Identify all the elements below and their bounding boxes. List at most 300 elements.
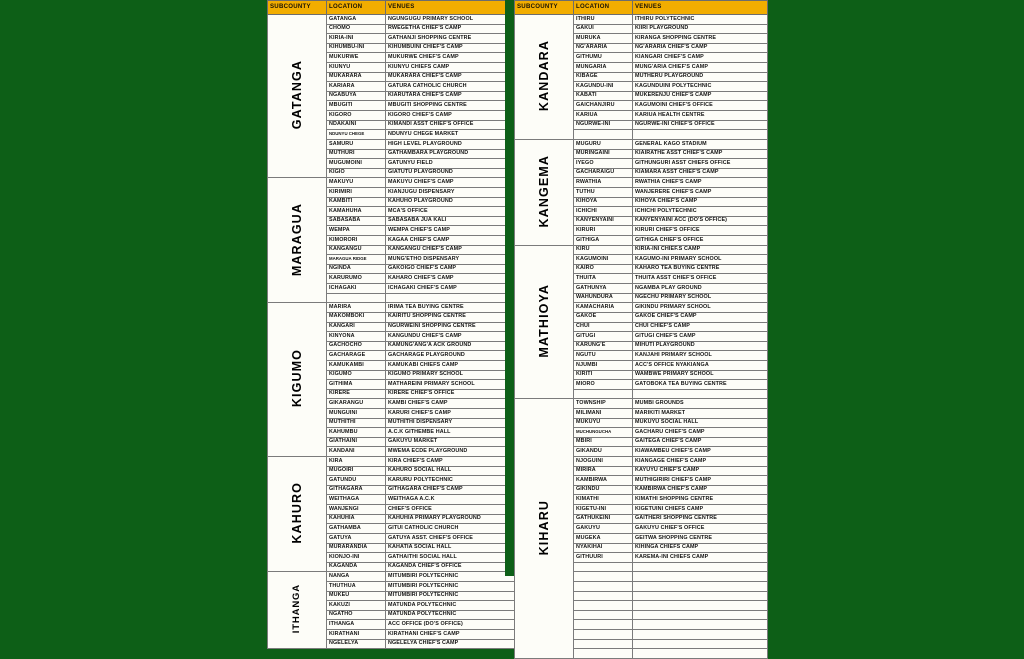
venue-cell: NGURWEINI SHOPPING CENTRE (386, 322, 521, 332)
subcounty-cell (268, 178, 327, 303)
venue-cell: GITHAGARA CHIEF'S CAMP (386, 485, 521, 495)
venue-cell: KAGUMO-INI PRIMARY SCHOOL (633, 255, 768, 265)
subcounty-label: KIHARU (536, 499, 551, 556)
location-cell: GIATHAINI (327, 437, 386, 447)
location-cell: GITHUMU (574, 53, 633, 63)
venue-cell: MUMBI GROUNDS (633, 399, 768, 409)
venue-cell: KIANGARI CHIEF'S CAMP (633, 53, 768, 63)
venue-cell (633, 581, 768, 591)
location-cell: KIGUMO (327, 370, 386, 380)
location-cell (574, 562, 633, 572)
location-cell: MURUKA (574, 34, 633, 44)
location-cell: MILIMANI (574, 408, 633, 418)
location-cell: GITHUURI (574, 553, 633, 563)
table-row (268, 178, 521, 188)
location-cell: ICHAGAKI (327, 284, 386, 294)
venue-cell: KAREMA-INI CHIEFS CAMP (633, 553, 768, 563)
header-subcounty: SUBCOUNTY (515, 1, 574, 15)
table-body-right (515, 15, 768, 659)
location-cell: GITHIMA (327, 380, 386, 390)
venue-cell: WEITHAGA A.C.K (386, 495, 521, 505)
venue-cell (633, 591, 768, 601)
location-cell: KIRITI (574, 370, 633, 380)
venue-cell: GAKUYU CHIEF'S OFFICE (633, 524, 768, 534)
subcounty-cell (268, 457, 327, 572)
table-row (515, 15, 768, 25)
location-cell: KARURUMO (327, 274, 386, 284)
location-cell: MUKUYU (574, 418, 633, 428)
venue-cell: CHUI CHIEF'S CAMP (633, 322, 768, 332)
header-subcounty: SUBCOUNTY (268, 1, 327, 15)
location-cell: NANGA (327, 572, 386, 582)
venue-cell: KAGAA CHIEF'S CAMP (386, 236, 521, 246)
location-cell (574, 572, 633, 582)
venue-cell (633, 130, 768, 140)
venue-cell: KAMBIRWA CHIEF'S CAMP (633, 485, 768, 495)
location-cell (574, 389, 633, 399)
venue-cell: KIANGAGE CHIEF'S CAMP (633, 457, 768, 467)
left-table-half (267, 0, 505, 649)
venue-cell: MUKARARA CHIEF'S CAMP (386, 72, 521, 82)
location-cell: GIKANDU (574, 447, 633, 457)
location-cell: KIGETU-INI (574, 505, 633, 515)
venue-cell: KIRIA-INI CHIEF.S CAMP (633, 245, 768, 255)
location-cell: KAHUHIA (327, 514, 386, 524)
venue-cell: MBUGITI SHOPPING CENTRE (386, 101, 521, 111)
location-cell: SAMURU (327, 139, 386, 149)
venue-cell: MARIKITI MARKET (633, 408, 768, 418)
location-cell: KIHUMBU-INI (327, 43, 386, 53)
venue-cell: KIUNYU CHIEFS CAMP (386, 63, 521, 73)
location-cell: MIORO (574, 380, 633, 390)
location-cell: GIKARANGU (327, 399, 386, 409)
venue-cell: ACC OFFICE (DO'S OFFICE) (386, 620, 521, 630)
location-cell: KIRERE (327, 389, 386, 399)
venue-cell: MUKUYU SOCIAL HALL (633, 418, 768, 428)
venue-cell: KARIUA HEALTH CENTRE (633, 111, 768, 121)
location-cell (574, 639, 633, 649)
venue-cell: MITUMBIRI POLYTECHNIC (386, 572, 521, 582)
location-cell: GAICHANJIRU (574, 101, 633, 111)
location-cell: WAHUNDURA (574, 293, 633, 303)
location-cell: NJOGUINI (574, 457, 633, 467)
venue-cell: RWEGETHA CHIEF'S CAMP (386, 24, 521, 34)
venue-cell: GAITHERI SHOPPING CENTRE (633, 514, 768, 524)
subcounty-label: ITHANGA (291, 584, 303, 634)
venue-cell: NG'ARARIA CHIEF'S CAMP (633, 43, 768, 53)
venue-cell: KIIRI PLAYGROUND (633, 24, 768, 34)
venue-cell: KAMUNG'ANG'A ACK GROUND (386, 341, 521, 351)
location-cell: ICHICHI (574, 207, 633, 217)
venue-cell: ACC'S OFFICE NYAKIANGA (633, 360, 768, 370)
table-row (268, 303, 521, 313)
venue-cell: KIANJUGU DISPENSARY (386, 187, 521, 197)
location-cell: GACHOCHO (327, 341, 386, 351)
venue-cell: MUTHITHI DISPENSARY (386, 418, 521, 428)
location-cell: KAKUZI (327, 601, 386, 611)
venue-cell: MATHAREINI PRIMARY SCHOOL (386, 380, 521, 390)
venue-cell: GEITWA SHOPPING CENTRE (633, 533, 768, 543)
venue-cell: KAYUYU CHIEF'S CAMP (633, 466, 768, 476)
location-cell: GATHAMBA (327, 524, 386, 534)
venue-cell: MUKURWE CHIEF'S CAMP (386, 53, 521, 63)
venue-cell: KAGUMOINI CHIEF'S OFFICE (633, 101, 768, 111)
table-row (268, 15, 521, 25)
location-cell: TOWNSHIP (574, 399, 633, 409)
location-cell: MUNGARIA (574, 63, 633, 73)
location-cell: KABATI (574, 91, 633, 101)
location-cell: GAKOE (574, 312, 633, 322)
venue-cell: GAKOE CHIEF'S CAMP (633, 312, 768, 322)
venue-cell: KAGANDA CHIEF'S OFFICE (386, 562, 521, 572)
venue-cell: WANJERERE CHIEF'S CAMP (633, 187, 768, 197)
venue-cell: KAMUKABI CHIEFS CAMP (386, 360, 521, 370)
subcounty-label: KANGEMA (536, 154, 551, 228)
venue-cell: KAMBI CHIEF'S CAMP (386, 399, 521, 409)
location-cell: NGURWE-INI (574, 120, 633, 130)
venue-cell: KIRATHANI CHIEF'S CAMP (386, 630, 521, 640)
location-cell: KARUNG'E (574, 341, 633, 351)
venue-cell: GATHAITHI SOCIAL HALL (386, 553, 521, 563)
location-cell: MUKURWE (327, 53, 386, 63)
venue-cell: GENERAL KAGO STADIUM (633, 139, 768, 149)
venue-cell: HIGH LEVEL PLAYGROUND (386, 139, 521, 149)
location-cell: MUNGUINI (327, 408, 386, 418)
header-location: LOCATION (327, 1, 386, 15)
subcounty-label: MATHIOYA (536, 284, 551, 358)
location-cell: NDUNYU CHEGE (327, 130, 386, 140)
location-cell: NJUMBI (574, 360, 633, 370)
subcounty-label: KAHURO (289, 482, 304, 544)
location-cell: KIRIMIRI (327, 187, 386, 197)
location-cell: KARIUA (574, 111, 633, 121)
venue-cell: GITUGI CHIEF'S CAMP (633, 332, 768, 342)
location-cell: GITUGI (574, 332, 633, 342)
header-location: LOCATION (574, 1, 633, 15)
location-cell: CHUI (574, 322, 633, 332)
venues-table-left (267, 0, 521, 649)
venues-tables-container (267, 0, 752, 647)
location-cell: KIMATHI (574, 495, 633, 505)
location-cell: ITHIRU (574, 15, 633, 25)
venue-cell: WAMBWE PRIMARY SCHOOL (633, 370, 768, 380)
venue-cell: GATOBOKA TEA BUYING CENTRE (633, 380, 768, 390)
table-body-left (268, 15, 521, 649)
location-cell: MAKOMBOKI (327, 312, 386, 322)
header-venues: VENUES (633, 1, 768, 15)
location-cell: NGABUYA (327, 91, 386, 101)
venue-cell: RWATHIA CHIEF'S CAMP (633, 178, 768, 188)
location-cell: MIRIRA (574, 466, 633, 476)
location-cell: MUKEU (327, 591, 386, 601)
location-cell: KAGUMOINI (574, 255, 633, 265)
subcounty-label: GATANGA (289, 60, 304, 130)
header-row (515, 1, 768, 15)
location-cell (574, 630, 633, 640)
location-cell: WANJENGI (327, 505, 386, 515)
venue-cell: NDUNYU CHEGE MARKET (386, 130, 521, 140)
location-cell (574, 591, 633, 601)
venue-cell: KARURI CHIEF'S CAMP (386, 408, 521, 418)
venue-cell: KIHUMBUINI CHIEF'S CAMP (386, 43, 521, 53)
venues-table-right (514, 0, 768, 659)
venue-cell (633, 639, 768, 649)
location-cell: KANGANGU (327, 245, 386, 255)
location-cell (327, 293, 386, 303)
location-cell: GATHUNYA (574, 284, 633, 294)
venue-cell: NGELELYA CHIEF'S CAMP (386, 639, 521, 649)
subcounty-cell (515, 399, 574, 658)
location-cell: NYAKIHAI (574, 543, 633, 553)
location-cell: KIMORORI (327, 236, 386, 246)
venue-cell: GITHUNGURI ASST CHIEFS OFFICE (633, 159, 768, 169)
table-header-right (515, 1, 768, 15)
venue-cell: KAHURO SOCIAL HALL (386, 466, 521, 476)
location-cell: MUGURU (574, 139, 633, 149)
venue-cell: KIGORO CHIEF'S CAMP (386, 111, 521, 121)
location-cell: CHOMO (327, 24, 386, 34)
table-row (515, 399, 768, 409)
location-cell: RWATHIA (574, 178, 633, 188)
location-cell: WEMPA (327, 226, 386, 236)
header-venues: VENUES (386, 1, 521, 15)
location-cell: MUGEKA (574, 533, 633, 543)
venue-cell: MUNG'ETHO DISPENSARY (386, 255, 521, 265)
location-cell: MUTHURI (327, 149, 386, 159)
location-cell (574, 649, 633, 659)
venue-cell: MUTHERU PLAYGROUND (633, 72, 768, 82)
venue-cell: KANGANGU CHIEF'S CAMP (386, 245, 521, 255)
venue-cell (386, 293, 521, 303)
venue-cell (633, 630, 768, 640)
location-cell: SABASABA (327, 216, 386, 226)
venue-cell: KIMATHI SHOPPING CENTRE (633, 495, 768, 505)
venue-cell: KIHINGA CHIEFS CAMP (633, 543, 768, 553)
venue-cell: GATHANJI SHOPPING CENTRE (386, 34, 521, 44)
location-cell: KIRURI (574, 226, 633, 236)
location-cell: NGELELYA (327, 639, 386, 649)
venue-cell: KIGETUINI CHIEFS CAMP (633, 505, 768, 515)
venue-cell: GITUI CATHOLIC CHURCH (386, 524, 521, 534)
venue-cell: KIHOYA CHIEF'S CAMP (633, 197, 768, 207)
location-cell: MBIRI (574, 437, 633, 447)
location-cell: MAKUYU (327, 178, 386, 188)
location-cell: KAMBIRWA (574, 476, 633, 486)
location-cell: TUTHU (574, 187, 633, 197)
location-cell: KAMAHUHA (327, 207, 386, 217)
location-cell: MUCHUNGUCHA (574, 428, 633, 438)
table-header-left (268, 1, 521, 15)
subcounty-cell (515, 139, 574, 245)
location-cell: KANDANI (327, 447, 386, 457)
venue-cell: MWEMA ECDE PLAYGROUND (386, 447, 521, 457)
venue-cell: MUTHIGIRIRI CHIEF'S CAMP (633, 476, 768, 486)
location-cell: GATHUKEINI (574, 514, 633, 524)
venue-cell: GACHARAGE PLAYGROUND (386, 351, 521, 361)
location-cell: THUITA (574, 274, 633, 284)
location-cell: GATANGA (327, 15, 386, 25)
location-cell: MUKARARA (327, 72, 386, 82)
venue-cell: GATUYA ASST. CHIEF'S OFFICE (386, 533, 521, 543)
venue-cell: KIRA CHIEF'S CAMP (386, 457, 521, 467)
location-cell: KIUNYU (327, 63, 386, 73)
venue-cell: KIAIRATHE ASST CHIEF'S CAMP (633, 149, 768, 159)
venue-cell: ICHAGAKI CHIEF'S CAMP (386, 284, 521, 294)
location-cell: GITHIGA (574, 236, 633, 246)
location-cell: IYEGO (574, 159, 633, 169)
venue-cell: KAHARO CHIEF'S CAMP (386, 274, 521, 284)
location-cell: MUGUMOINI (327, 159, 386, 169)
location-cell: GATUYA (327, 533, 386, 543)
venue-cell: KARURU POLYTECHNIC (386, 476, 521, 486)
venue-cell: NGURWE-INI CHIEF'S OFFICE (633, 120, 768, 130)
venue-cell: MITUMBIRI POLYTECHNIC (386, 581, 521, 591)
table-row (268, 457, 521, 467)
location-cell: KAMACHARIA (574, 303, 633, 313)
venue-cell: MITUMBIRI POLYTECHNIC (386, 591, 521, 601)
table-divider (505, 0, 514, 576)
venue-cell: KIAMARA ASST CHIEF'S CAMP (633, 168, 768, 178)
venue-cell: IRIMA TEA BUYING CENTRE (386, 303, 521, 313)
subcounty-cell (515, 15, 574, 140)
venue-cell: KAHUHO PLAYGROUND (386, 197, 521, 207)
location-cell: KIONJO-INI (327, 553, 386, 563)
location-cell: ITHANGA (327, 620, 386, 630)
venue-cell: SABASABA JUA KALI (386, 216, 521, 226)
venue-cell: KANGUNDU CHIEF'S CAMP (386, 332, 521, 342)
venue-cell (633, 601, 768, 611)
location-cell: KIRU (574, 245, 633, 255)
location-cell: WEITHAGA (327, 495, 386, 505)
venue-cell: CHIEF'S OFFICE (386, 505, 521, 515)
venue-cell (633, 389, 768, 399)
subcounty-cell (515, 245, 574, 399)
location-cell: KAGANDA (327, 562, 386, 572)
subcounty-label: KANDARA (536, 40, 551, 112)
venue-cell: GATHAMBARA PLAYGROUND (386, 149, 521, 159)
location-cell: KAMUKAMBI (327, 360, 386, 370)
venue-cell: GAKOIGO CHIEF'S CAMP (386, 264, 521, 274)
location-cell: MURINGAINI (574, 149, 633, 159)
venue-cell: MAKUYU CHIEF'S CAMP (386, 178, 521, 188)
location-cell: GITHAGARA (327, 485, 386, 495)
location-cell: MUGOIRI (327, 466, 386, 476)
subcounty-label: MARAGUA (289, 202, 304, 276)
location-cell: NDAKAINI (327, 120, 386, 130)
venue-cell: MUNG'ARIA CHIEF'S CAMP (633, 63, 768, 73)
venue-cell: KIMANDI ASST CHIEF'S OFFICE (386, 120, 521, 130)
venue-cell: MATUNDA POLYTECHNIC (386, 601, 521, 611)
venue-cell: NGUNGUGU PRIMARY SCHOOL (386, 15, 521, 25)
venue-cell: NGECHU PRIMARY SCHOOL (633, 293, 768, 303)
right-table-half (514, 0, 752, 659)
location-cell (574, 581, 633, 591)
venue-cell: MUKERENJU CHIEF'S CAMP (633, 91, 768, 101)
venue-cell: KAHATIA SOCIAL HALL (386, 543, 521, 553)
location-cell: NGINDA (327, 264, 386, 274)
location-cell: GACHARAIGU (574, 168, 633, 178)
venue-cell: KAHUHIA PRIMARY PLAYGROUND (386, 514, 521, 524)
venue-cell: KIRURI CHIEF'S OFFICE (633, 226, 768, 236)
venue-cell: KANYENYAINI ACC (DO'S OFFICE) (633, 216, 768, 226)
location-cell: GACHARAGE (327, 351, 386, 361)
location-cell: KIRATHANI (327, 630, 386, 640)
location-cell: KANGARI (327, 322, 386, 332)
location-cell (574, 130, 633, 140)
location-cell: GIKINDU (574, 485, 633, 495)
subcounty-cell (268, 303, 327, 457)
location-cell: KIHOYA (574, 197, 633, 207)
venue-cell: THUITA ASST CHIEF'S OFFICE (633, 274, 768, 284)
venue-cell: KANJAHI PRIMARY SCHOOL (633, 351, 768, 361)
table-row (515, 139, 768, 149)
venue-cell: GAKUYU MARKET (386, 437, 521, 447)
location-cell: KARIARA (327, 82, 386, 92)
location-cell: MUTHITHI (327, 418, 386, 428)
location-cell: KAGUNDU-INI (574, 82, 633, 92)
venue-cell: KAIRITU SHOPPING CENTRE (386, 312, 521, 322)
subcounty-cell (268, 15, 327, 178)
venue-cell: MATUNDA POLYTECHNIC (386, 610, 521, 620)
venue-cell: WEMPA CHIEF'S CAMP (386, 226, 521, 236)
location-cell: KIGORO (327, 111, 386, 121)
location-cell: MARAGUA RIDGE (327, 255, 386, 265)
location-cell (574, 610, 633, 620)
location-cell: GATUNDU (327, 476, 386, 486)
location-cell: KAHUMBU (327, 428, 386, 438)
venue-cell: GIATUTU PLAYGROUND (386, 168, 521, 178)
venue-cell (633, 620, 768, 630)
venue-cell: ICHICHI POLYTECHNIC (633, 207, 768, 217)
venue-cell (633, 572, 768, 582)
location-cell: MARIRA (327, 303, 386, 313)
location-cell: KANYENYAINI (574, 216, 633, 226)
location-cell: KAMBITI (327, 197, 386, 207)
venue-cell: KIAWAMBEU CHIEF'S CAMP (633, 447, 768, 457)
venue-cell: KAGUNDUINI POLYTECHNIC (633, 82, 768, 92)
venue-cell: GITHIGA CHIEF'S OFFICE (633, 236, 768, 246)
subcounty-label: KIGUMO (289, 349, 304, 408)
venue-cell: KIRERE CHIEF'S OFFICE (386, 389, 521, 399)
table-row (268, 572, 521, 582)
location-cell (574, 601, 633, 611)
venue-cell (633, 649, 768, 659)
location-cell: KIBAGE (574, 72, 633, 82)
venue-cell: KIGUMO PRIMARY SCHOOL (386, 370, 521, 380)
location-cell: MBUGITI (327, 101, 386, 111)
header-row (268, 1, 521, 15)
venue-cell: GACHARU CHIEF'S CAMP (633, 428, 768, 438)
venue-cell: GATURA CATHOLIC CHURCH (386, 82, 521, 92)
location-cell: NGUTU (574, 351, 633, 361)
venue-cell: MCA'S OFFICE (386, 207, 521, 217)
location-cell: NGATHO (327, 610, 386, 620)
venue-cell: GIKINDU PRIMARY SCHOOL (633, 303, 768, 313)
location-cell: KIRA (327, 457, 386, 467)
location-cell: KIGIO (327, 168, 386, 178)
venue-cell: A.C.K GITHEMBE HALL (386, 428, 521, 438)
venue-cell: KAHARO TEA BUYING CENTRE (633, 264, 768, 274)
venue-cell: NGAMBA PLAY GROUND (633, 284, 768, 294)
location-cell: THUTHUA (327, 581, 386, 591)
venue-cell: KIRANGA SHOPPING CENTRE (633, 34, 768, 44)
subcounty-cell (268, 572, 327, 649)
venue-cell (633, 562, 768, 572)
table-row (515, 245, 768, 255)
location-cell (574, 620, 633, 630)
location-cell: MURARANDIA (327, 543, 386, 553)
venue-cell: GAITEGA CHIEF'S CAMP (633, 437, 768, 447)
